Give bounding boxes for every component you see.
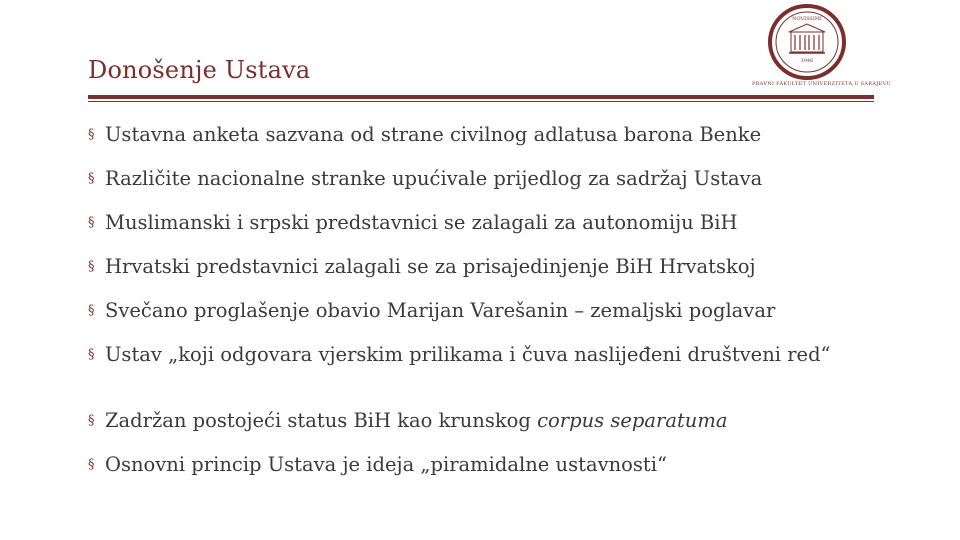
section-bullet-icon: § <box>88 259 95 274</box>
bullet-text: Hrvatski predstavnici zalagali se za prisajedinjenje BiH Hrvatskoj <box>105 255 756 278</box>
bullet-item <box>88 300 868 344</box>
title-divider-thin <box>88 101 874 102</box>
bullet-text: Ustav „koji odgovara vjerskim prilikama i čuva naslijeđeni društveni red“ <box>105 343 831 366</box>
seal-year-text: 1946 <box>800 58 814 64</box>
bullet-text: Zadržan postojeći status BiH kao krunskog <box>105 409 538 432</box>
section-bullet-icon: § <box>88 457 95 472</box>
bullet-text-italic: corpus separatuma <box>537 409 728 432</box>
bullet-item <box>88 124 868 168</box>
seal-top-text: NOVISSIMI <box>792 16 822 22</box>
bullet-item <box>88 454 868 498</box>
faculty-seal-icon <box>767 4 847 80</box>
section-bullet-icon: § <box>88 215 95 230</box>
bullet-item <box>88 168 868 212</box>
bullet-item <box>88 212 868 256</box>
section-bullet-icon: § <box>88 171 95 186</box>
logo-caption: PRAVNI FAKULTET UNIVERZITETA U SARAJEVU <box>752 81 891 87</box>
bullet-text: Muslimanski i srpski predstavnici se zalagali za autonomiju BiH <box>105 211 738 234</box>
title-divider-thick <box>88 95 874 99</box>
bullet-item <box>88 410 868 454</box>
bullet-item <box>88 344 868 410</box>
section-bullet-icon: § <box>88 413 95 428</box>
bullet-text: Svečano proglašenje obavio Marijan Varešanin – zemaljski poglavar <box>105 299 776 322</box>
bullet-text: Osnovni princip Ustava je ideja „piramidalne ustavnosti“ <box>105 453 667 476</box>
bullet-text: Različite nacionalne stranke upućivale prijedlog za sadržaj Ustava <box>105 167 763 190</box>
bullet-list <box>88 124 868 498</box>
section-bullet-icon: § <box>88 303 95 318</box>
faculty-logo <box>752 4 891 90</box>
bullet-item <box>88 256 868 300</box>
slide-title: Donošenje Ustava <box>88 56 311 84</box>
bullet-text: Ustavna anketa sazvana od strane civilnog adlatusa barona Benke <box>105 123 762 146</box>
section-bullet-icon: § <box>88 127 95 142</box>
section-bullet-icon: § <box>88 347 95 362</box>
